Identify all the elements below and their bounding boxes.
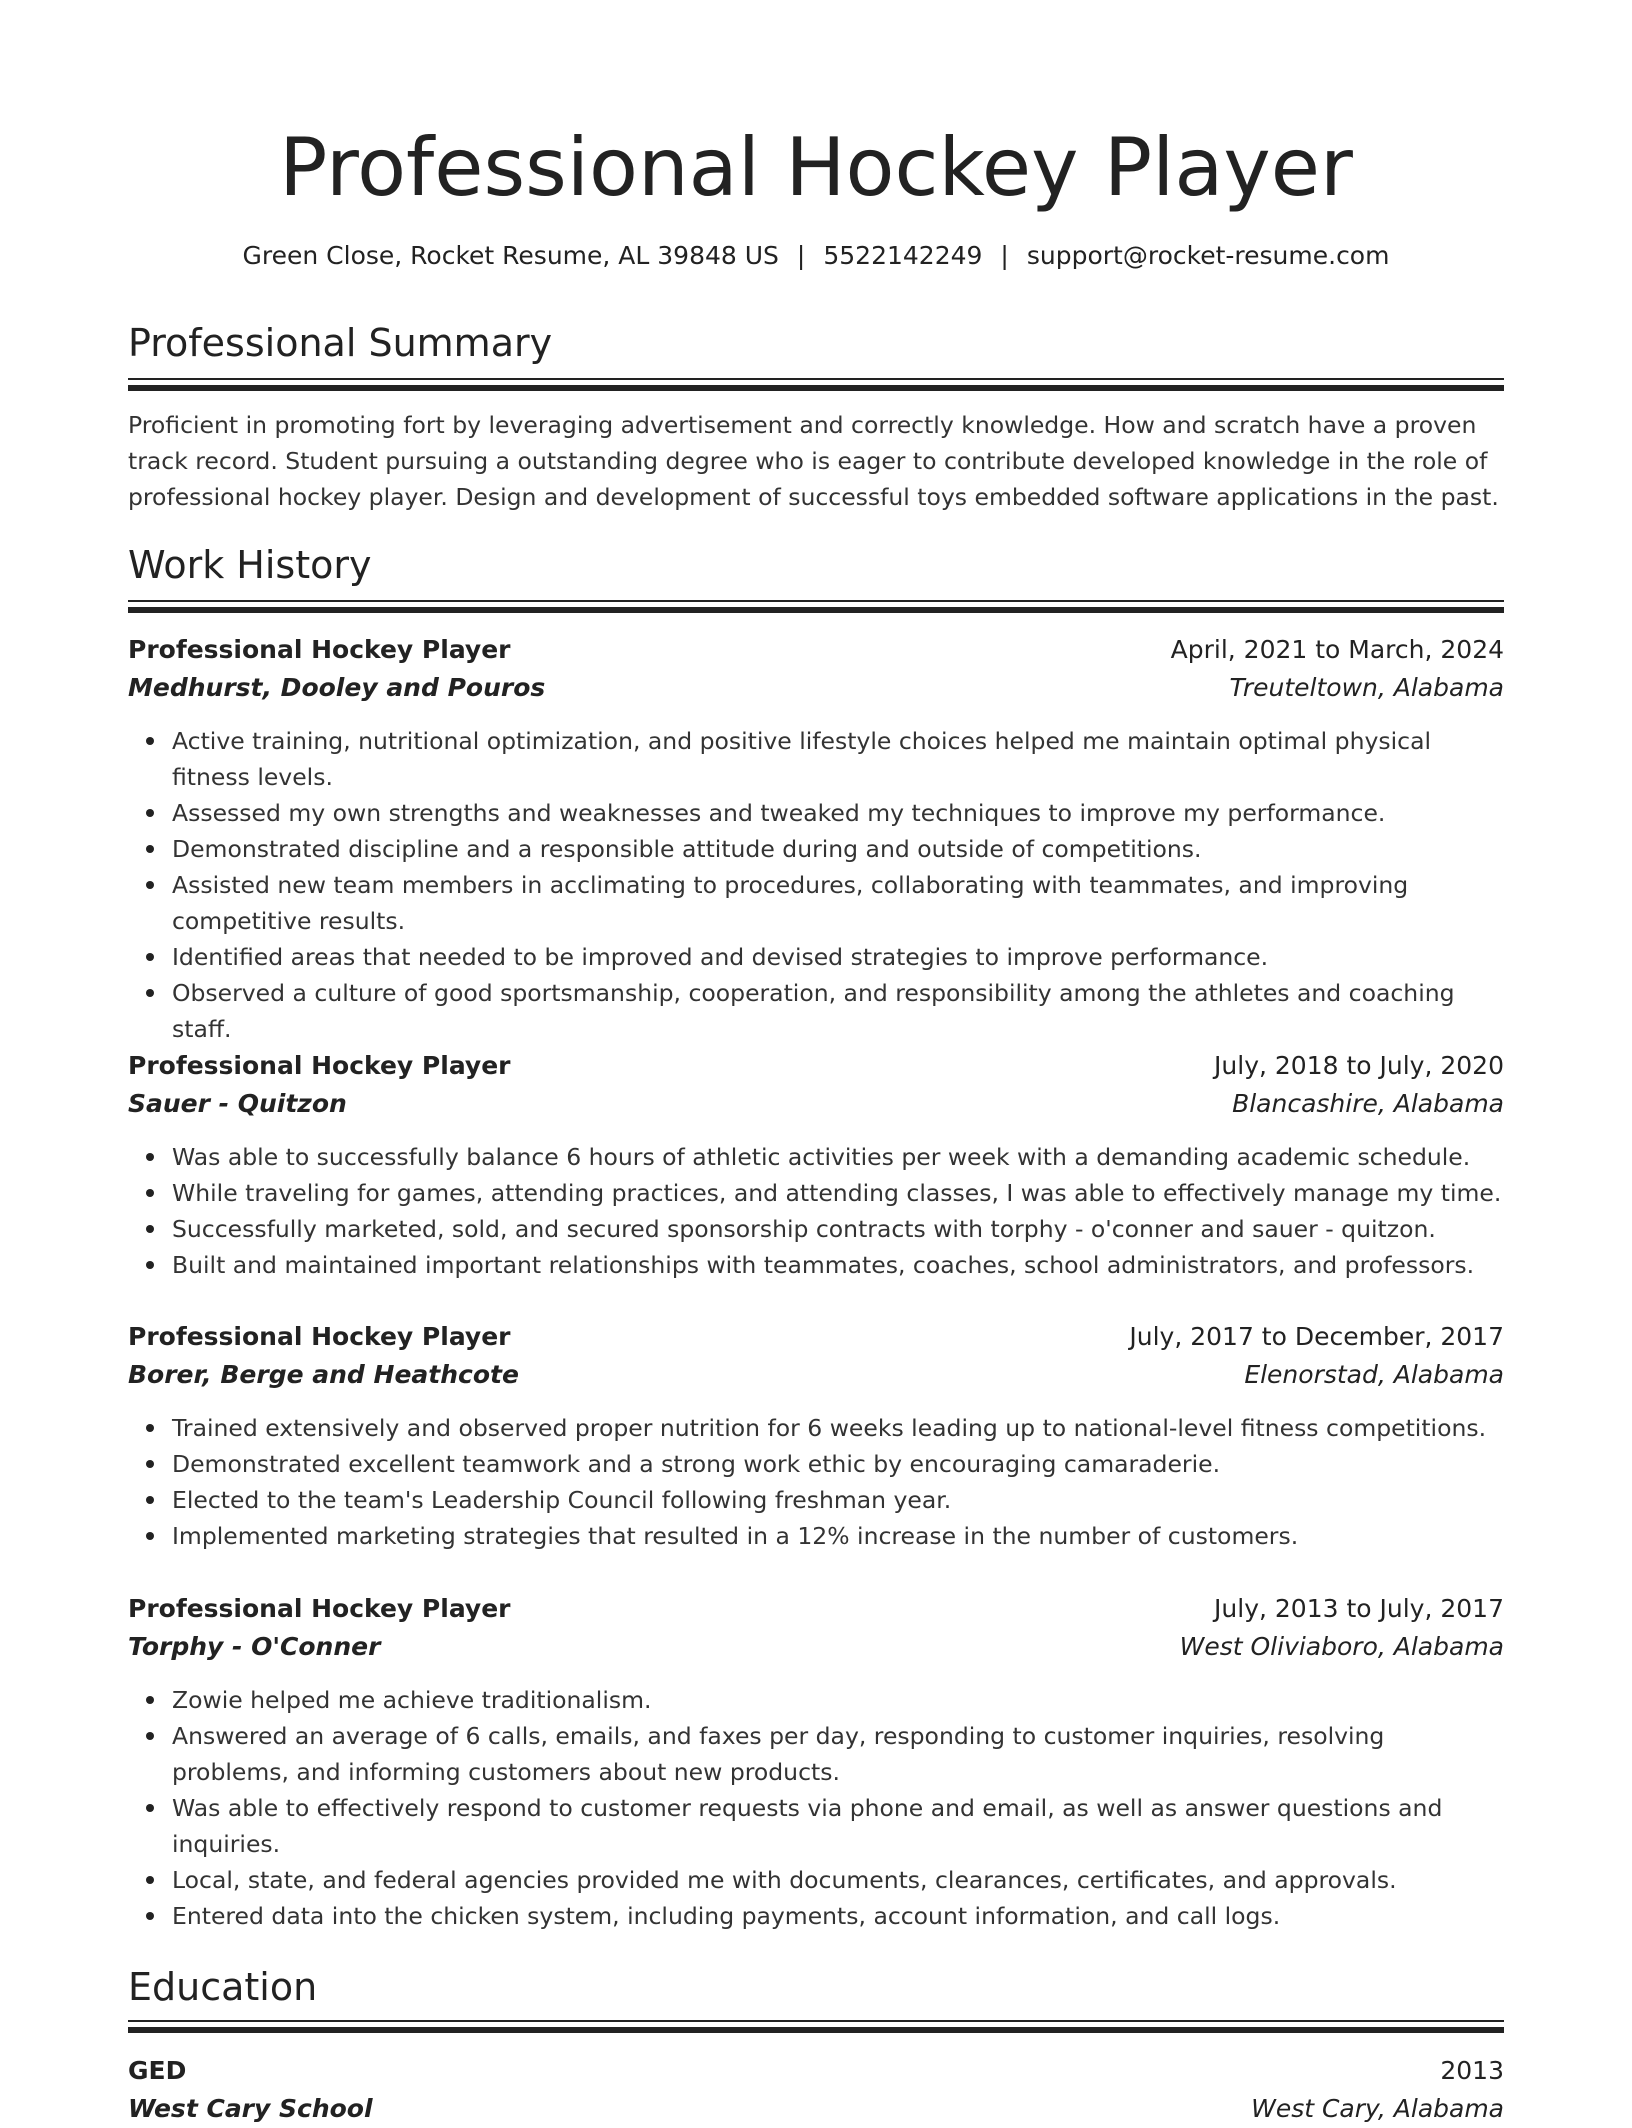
education-heading: Education [128,1965,318,2009]
list-item: Trained extensively and observed proper nutrition for 6 weeks leading up to national-level fitness competitions. [172,1410,1504,1446]
degree: GED [128,2056,187,2085]
job-company: Sauer - Quitzon [128,1089,347,1118]
job-dates: July, 2018 to July, 2020 [1214,1051,1504,1080]
job-company: Medhurst, Dooley and Pouros [128,673,546,702]
phone: 5522142249 [823,241,983,270]
job-title: Professional Hockey Player [128,635,511,664]
job-bullets [128,723,1504,1047]
summary-heading: Professional Summary [128,321,553,365]
list-item: Assisted new team members in acclimating to procedures, collaborating with teammates, and improving competitive results. [172,867,1504,939]
list-item: Demonstrated excellent teamwork and a strong work ethic by encouraging camaraderie. [172,1446,1504,1482]
section-divider [128,378,1504,388]
job-location: Treuteltown, Alabama [1229,673,1504,702]
list-item: Was able to successfully balance 6 hours of athletic activities per week with a demanding academic schedule. [172,1139,1504,1175]
job-company: Borer, Berge and Heathcote [128,1360,519,1389]
graduation-year: 2013 [1440,2056,1504,2085]
job-title: Professional Hockey Player [128,1051,511,1080]
list-item: Demonstrated discipline and a responsible attitude during and outside of competitions. [172,831,1504,867]
section-divider [128,600,1504,610]
job-location: Blancashire, Alabama [1232,1089,1504,1118]
list-item: Successfully marketed, sold, and secured sponsorship contracts with torphy - o'conner and sauer - quitzon. [172,1211,1504,1247]
list-item: Implemented marketing strategies that resulted in a 12% increase in the number of customers. [172,1518,1504,1554]
job-dates: July, 2017 to December, 2017 [1129,1322,1504,1351]
list-item: Built and maintained important relationships with teammates, coaches, school administrators, and professors. [172,1247,1504,1283]
summary-text: Proficient in promoting fort by leveraging advertisement and correctly knowledge. How and scratch have a proven track record. Student pursuing a outstanding degree who is eager to contribute developed knowledge in the role of professional hockey player. Design and development of successful toys embedded software applications in the past. [128,411,1499,511]
candidate-name: Professional Hockey Player [279,121,1353,214]
job-entry [128,1590,1504,1934]
list-item: While traveling for games, attending practices, and attending classes, I was able to effectively manage my time. [172,1175,1504,1211]
job-location: West Oliviaboro, Alabama [1179,1632,1504,1661]
list-item: Active training, nutritional optimization, and positive lifestyle choices helped me maintain optimal physical fitness levels. [172,723,1504,795]
job-title: Professional Hockey Player [128,1594,511,1623]
job-dates: July, 2013 to July, 2017 [1214,1594,1504,1623]
job-dates: April, 2021 to March, 2024 [1170,635,1504,664]
resume-page [128,0,1504,2123]
section-divider [128,2020,1504,2030]
job-location: Elenorstad, Alabama [1244,1360,1504,1389]
list-item: Elected to the team's Leadership Council following freshman year. [172,1482,1504,1518]
job-bullets [128,1139,1504,1283]
list-item: Local, state, and federal agencies provided me with documents, clearances, certificates, and approvals. [172,1862,1504,1898]
contact-separator: | [1000,241,1009,270]
job-title: Professional Hockey Player [128,1322,511,1351]
education-entry [128,2052,1504,2128]
address: Green Close, Rocket Resume, AL 39848 US [242,241,779,270]
job-company: Torphy - O'Conner [128,1632,381,1661]
list-item: Zowie helped me achieve traditionalism. [172,1682,1504,1718]
job-entry [128,1047,1504,1283]
job-entry [128,1318,1504,1554]
school-name: West Cary School [128,2094,373,2123]
list-item: Identified areas that needed to be improved and devised strategies to improve performance. [172,939,1504,975]
list-item: Answered an average of 6 calls, emails, and faxes per day, responding to customer inquiries, resolving problems, and informing customers about new products. [172,1718,1504,1790]
job-entry [128,631,1504,1047]
work-history-heading: Work History [128,543,372,587]
list-item: Assessed my own strengths and weaknesses and tweaked my techniques to improve my performance. [172,795,1504,831]
list-item: Entered data into the chicken system, including payments, account information, and call logs. [172,1898,1504,1934]
contact-line [128,238,1504,274]
list-item: Observed a culture of good sportsmanship, cooperation, and responsibility among the athletes and coaching staff. [172,975,1504,1047]
school-location: West Cary, Alabama [1251,2094,1504,2123]
job-bullets [128,1682,1504,1934]
job-bullets [128,1410,1504,1554]
list-item: Was able to effectively respond to customer requests via phone and email, as well as answer questions and inquiries. [172,1790,1504,1862]
email: support@rocket-resume.com [1026,241,1390,270]
contact-separator: | [796,241,806,270]
